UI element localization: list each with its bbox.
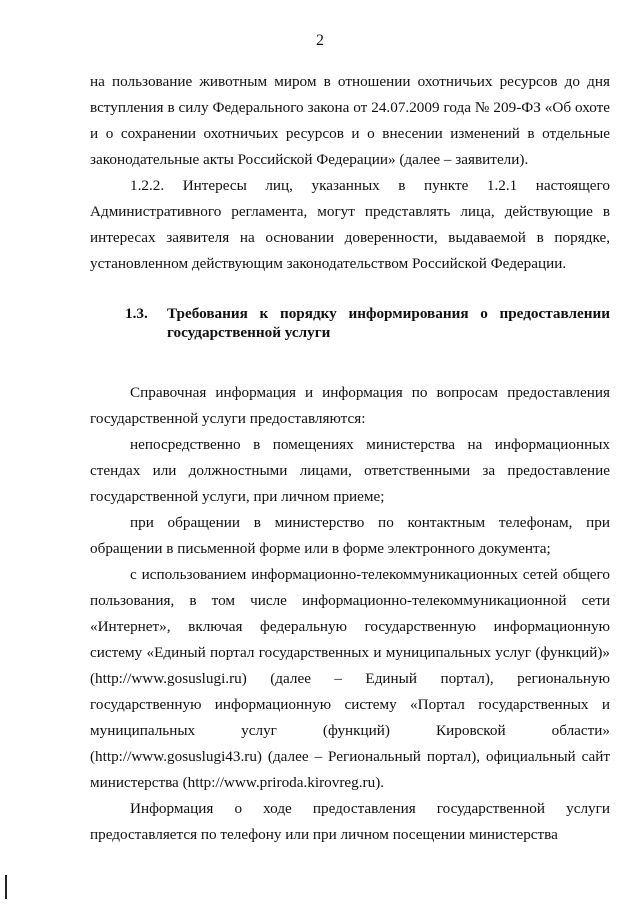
- page-number: 2: [316, 32, 324, 49]
- body-text-bottom: [90, 380, 610, 848]
- paragraph-internet: с использованием информационно-телекоммуникационных сетей общего пользования, в том числе информационно-телекоммуникационной сети «Интернет», включая федеральную государственную информационную систему «Единый портал государственных и муниципальных услуг (функций)» (http://www.gosuslugi.ru) (далее – Единый портал), региональную государственную информационную систему «Портал государственных и муниципальных услуг (функций) Кировской области» (http://www.gosuslugi43.ru) (далее – Региональный портал), официальный сайт министерства (http://www.priroda.kirovreg.ru).: [90, 566, 610, 791]
- paragraph-applicants-continuation: на пользование животным миром в отношении охотничьих ресурсов до дня вступления в силу Федерального закона от 24.07.2009 года № 209-ФЗ «Об охоте и о сохранении охотничьих ресурсов и о внесении изменений в отдельные законодательные акты Российской Федерации» (далее – заявители).: [90, 73, 610, 168]
- body-text-top: [90, 69, 610, 277]
- section-title: Требования к порядку информирования о предоставлении государственной услуги: [167, 305, 610, 341]
- paragraph-progress-info: Информация о ходе предоставления государственной услуги предоставляется по телефону или при личном посещении министерства: [90, 800, 610, 843]
- paragraph-phone-written: при обращении в министерство по контактным телефонам, при обращении в письменной форме или в форме электронного документа;: [90, 514, 610, 557]
- section-number: 1.3.: [125, 305, 148, 322]
- paragraph-reference-info: Справочная информация и информация по вопросам предоставления государственной услуги предоставляются:: [90, 384, 610, 427]
- paragraph-in-person: непосредственно в помещениях министерства на информационных стендах или должностными лицами, ответственными за предоставление государственной услуги, при личном приеме;: [90, 436, 610, 505]
- section-heading: [125, 304, 610, 342]
- paragraph-1-2-2: 1.2.2. Интересы лиц, указанных в пункте 1.2.1 настоящего Административного регламента, могут представлять лица, действующие в интересах заявителя на основании доверенности, выдаваемой в порядке, установленном действующим законодательством Российской Федерации.: [90, 177, 610, 272]
- scan-margin-mark: [5, 875, 7, 899]
